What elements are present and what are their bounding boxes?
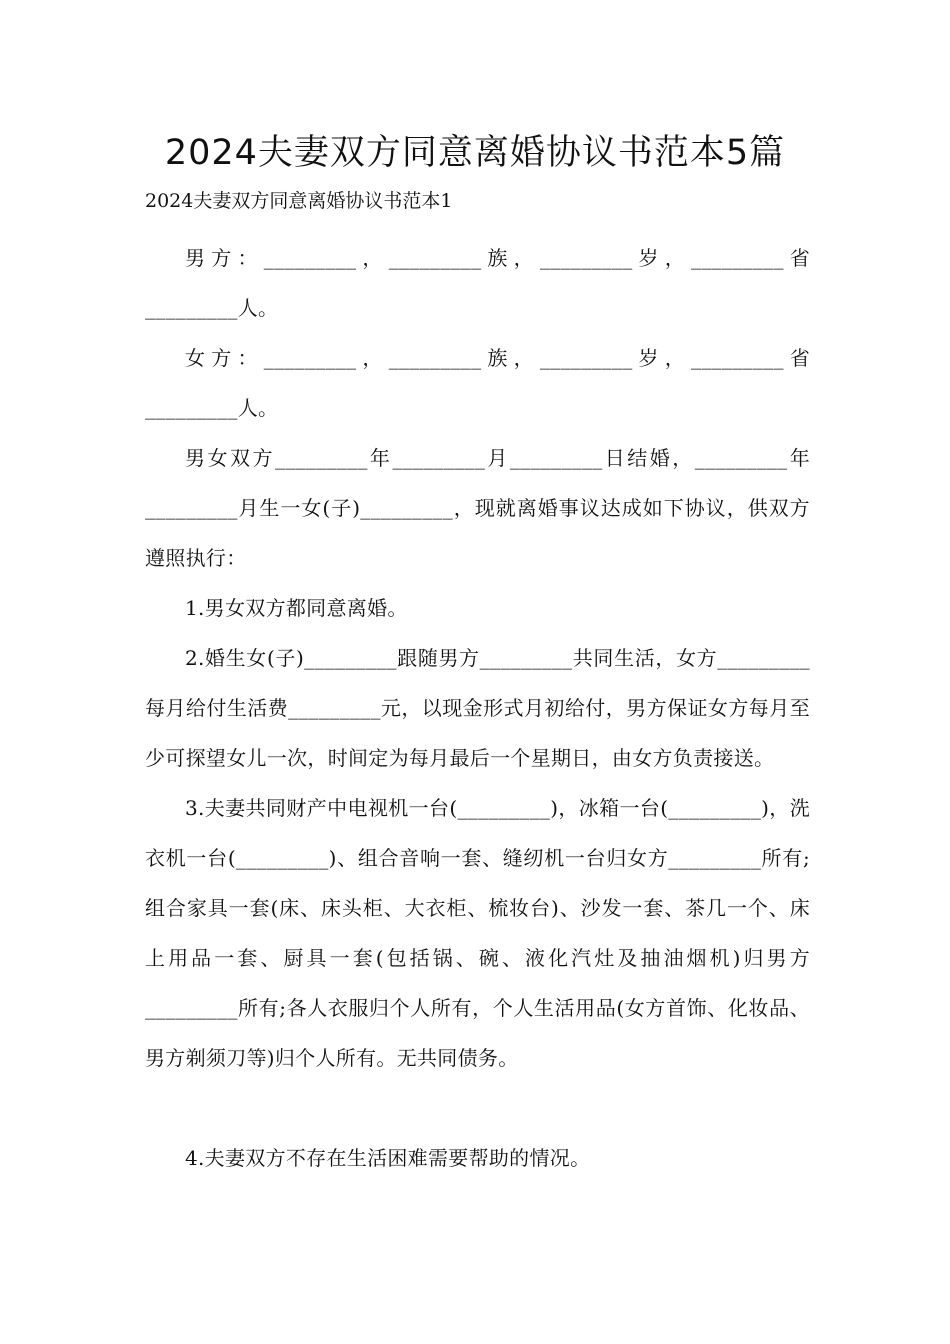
- paragraph-clause-2: 2.婚生女(子)_________跟随男方_________共同生活，女方_________每月给付生活费_________元，以现金形式月初给付，男方保证女方每月至少可探望女儿一次，时间定为每月最后一个星期日，由女方负责接送。: [145, 646, 810, 770]
- paragraph-male-info: 男方：_________，_________族，_________岁，_________省_________人。: [145, 246, 810, 320]
- document-body: [145, 233, 810, 1183]
- paragraph-clause-1: 1.男女双方都同意离婚。: [185, 596, 408, 620]
- paragraph-marriage-info: 男女双方_________年_________月_________日结婚，_________年_________月生一女(子)_________，现就离婚事议达成如下协议，供双方遵照执行：: [145, 446, 810, 570]
- document-subtitle: 2024夫妻双方同意离婚协议书范本1: [145, 190, 453, 212]
- paragraph-clause-4: 4.夫妻双方不存在生活困难需要帮助的情况。: [185, 1146, 591, 1170]
- document-title: 2024夫妻双方同意离婚协议书范本5篇: [164, 133, 786, 173]
- paragraph-clause-3: 3.夫妻共同财产中电视机一台(_________)，冰箱一台(_________)，洗衣机一台(_________)、组合音响一套、缝纫机一台归女方_________所有;组合家具一套(床、床头柜、大衣柜、梳妆台)、沙发一套、茶几一个、床上用品一套、厨具一套(包括锅、碗、液化汽灶及抽油烟机)归男方_________所有;各人衣服归个人所有，个人生活用品(女方首饰、化妆品、男方剃须刀等)归个人所有。无共同债务。: [145, 796, 810, 1070]
- paragraph-female-info: 女方：_________，_________族，_________岁，_________省_________人。: [145, 346, 810, 420]
